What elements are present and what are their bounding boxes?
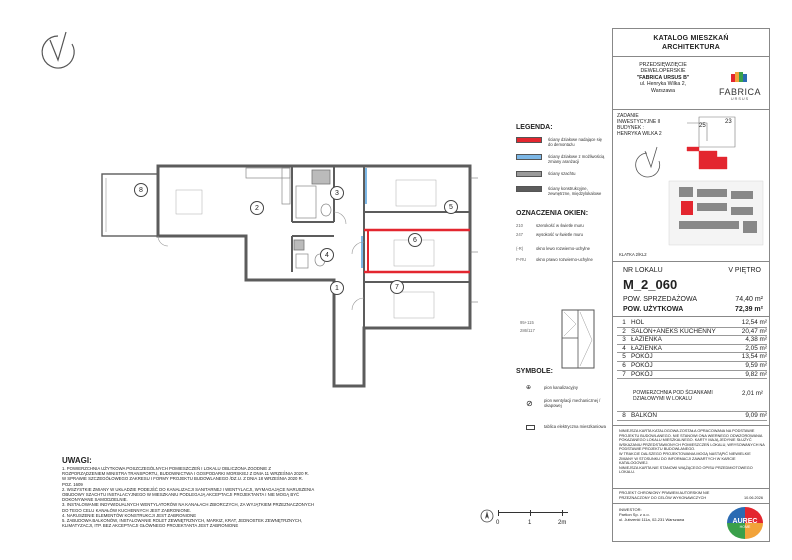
window-legend-item: (-R) okno lewo rozwierno-uchylne — [516, 245, 590, 251]
north-arrow-icon — [480, 509, 494, 523]
room-row: 5 POKÓJ 13,54 m² — [617, 353, 767, 362]
elevation-width: 95+115 — [520, 320, 534, 325]
copyright: PROJEKT CHRONIONY PRAWEM AUTORSKIM NIE PRZEZNACZONY DO CELÓW WYKONAWCZYCH — [619, 491, 710, 500]
room-label-5: 5 — [444, 200, 458, 214]
balcony-outline — [102, 174, 158, 236]
fabrica-logo: FABRICA URSUS — [715, 69, 765, 101]
investor-info: INWESTOR: Partion Sp. z o.o. ul. Jutrzenki 111a, 02-231 Warszawa — [619, 507, 685, 522]
catalog-title: KATALOG MIESZKAŃ — [653, 35, 729, 42]
room-label-1: 1 — [330, 281, 344, 295]
disclaimer: NINIEJSZA KARTA KATALOGOWA ZOSTAŁA OPRACOWANA NA PODSTAWIE PROJEKTU BUDOWLANEGO. NIE STANOWI ONA WIERNEGO ODWZOROWANIA POKAZANEGO LOKALU MIESZKALNEGO. KARTY MAJĄ JEDYNIE SŁUŻYĆ WSKAZANIU PRZEDSTAWIONYCH POMIESZCZEŃ LOKALU, WRYSOWANYCH NA PODSTAWIE PROJEKTU BUDOWLANEGO. W TRAKCIE DALSZEGO PROJEKTOWANIA MOGĄ NASTĄPIĆ NIEWIELKIE ZMIANY W STOSUNKU DO INFORMACJI ZAWARTYCH W KARCIE KATALOGOWEJ. NINIEJSZA KARTA NIE STANOWI WIĄŻĄCEGO OPISU PRZEDMIOTOWEGO LOKALU. — [619, 429, 765, 475]
room-label-3: 3 — [330, 186, 344, 200]
symbols-title: SYMBOLE: — [516, 368, 553, 375]
sale-area-label: POW. SPRZEDAŻOWA — [623, 296, 698, 303]
apartment-floor: V PIĘTRO — [728, 267, 761, 274]
window-legend — [516, 210, 608, 263]
sale-area-value: 74,40 m² — [735, 296, 763, 303]
fabrica-logo-icon — [729, 72, 751, 82]
room-label-2: 2 — [250, 201, 264, 215]
room-label-7: 7 — [390, 280, 404, 294]
window-legend-item: 247 wysokość w świetle muru — [516, 232, 584, 238]
note-item: 1. POWIERZCHNIA UŻYTKOWA POSZCZEGÓLNYCH POMIESZCZEŃ I LOKALU OBLICZONA ZGODNIE Z ROZPORZĄDZENIEM MINISTRA TRANSPORTU, BUDOWNICTWA I GOSPODARKI MORSKIEJ Z DNIA 11 WRZEŚNIA 2020 R. W SPRAWIE SZCZEGÓŁOWEGO ZAKRESU I FORMY PROJEKTU BUDOWLANEGO /DZ.U. Z DNIA 18 WRZEŚNIA 2020 R. POZ. 1609 — [62, 466, 309, 487]
elevation-height: 286/117 — [520, 328, 535, 333]
room-row: 6 POKÓJ 9,59 m² — [617, 362, 767, 371]
task-info: ZADANIE INWESTYCYJNE II BUDYNEK : HENRYKA WILKA 2 — [617, 113, 662, 137]
site-plan — [617, 111, 767, 251]
electrical-panel-icon — [526, 417, 544, 435]
architect-logo-icon — [38, 30, 78, 74]
floor-plan — [96, 160, 506, 390]
legend-title: LEGENDA: — [516, 124, 553, 131]
legend-swatch — [516, 154, 542, 160]
window-elevation-icon — [560, 308, 596, 370]
aurec-logo: AUREC HOME — [727, 507, 763, 539]
room-row: 2 SALON+ANEKS KUCHENNY 20,47 m² — [617, 328, 767, 337]
note-item: 3. INSTALOWANIE INDYWIDUALNYCH WENTYLATORÓW NA KANAŁACH ZBIORCZYCH, ZA WYJĄTKIEM PRZEZNACZONYCH DO TEGO CELU KANAŁÓW KUCHENNYCH JEST ZABRONIONE. — [62, 502, 314, 513]
room-row: 1 HOL 12,54 m² — [617, 319, 767, 328]
legend-item — [516, 154, 608, 164]
legend-swatch — [516, 171, 542, 177]
legend-swatch — [516, 186, 542, 192]
usable-area-label: POW. UŻYTKOWA — [623, 306, 684, 313]
note-item: 5. ZABUDOWA BALKONÓW, INSTALOWANIE ROLET ZEWNĘTRZNYCH, MARKIZ, KRAT, JEDNOSTEK ZEWNĘTRZNYCH, KLIMATYZACJI, ITP. BEZ AKCEPTACJI GŁÓWNEGO PROJEKTANTA JEST ZABRONIONE — [62, 518, 303, 529]
legend-item — [516, 137, 608, 147]
symbol-item: ⊘ pion wentylacji mechanicznej / okapowej — [526, 398, 601, 408]
staircase-label: KLATKA 2/KL2 — [619, 252, 647, 257]
apartment-nr-label: NR LOKALU — [623, 267, 663, 274]
info-panel — [612, 28, 770, 542]
legend-label: ściany szachtu — [548, 171, 576, 176]
walls-area-value: 2,01 m² — [742, 390, 763, 397]
project-info: PRZEDSIĘWZIĘCIE DEWELOPERSKIE "FABRICA URSUS B" ul. Henryka Wilka 2, Warszawa — [636, 62, 690, 94]
usable-area-value: 72,39 m² — [734, 306, 763, 313]
sheet-date: 10.06.2026 — [743, 496, 763, 500]
legend-label: ściany działowe nadające się do demontażu — [548, 137, 603, 147]
building-25: 25 — [699, 123, 706, 129]
apartment-number: M_2_060 — [623, 277, 678, 292]
rooms-table — [617, 319, 767, 379]
legend-label: ściany działowe z możliwością zmiany aranżacji — [548, 154, 605, 164]
legend-swatch — [516, 137, 542, 143]
legend-item — [516, 186, 608, 196]
note-item: 2. WSZYSTKIE ZMIANY W UKŁADZIE PODEJŚĆ DO KANALIZACJI SANITARNEJ I WENTYLACJI, WYMAGAJĄCE NARUSZENIA OBUDOWY SZACHTU INSTALACYJNEGO W MIESZKANIU PODLEGAJĄ AKCEPTACJI PROJEKTANTA I NIE MOGĄ BYĆ DOKONYWANE SAMODZIELNIE. — [62, 486, 314, 503]
scale-bar: 0 1 2m — [498, 512, 568, 520]
note-item: 4. NARUSZENIE ELEMENTÓW KONSTRUKCJI JEST ZABRONIONE — [62, 512, 197, 518]
room-row: 4 ŁAZIENKA 2,05 m² — [617, 345, 767, 354]
balcony-row: 8 BALKON 9,09 m² — [617, 411, 767, 421]
building-23: 23 — [725, 119, 732, 125]
legend-label: ściany konstrukcyjne, zewnętrzne, międzylokalowe — [548, 186, 602, 196]
window-legend-item: 210 szerokość w świetle muru — [516, 223, 584, 228]
symbol-item: ⊕ pion kanalizacyjny — [526, 385, 578, 391]
window-legend-title: OZNACZENIA OKIEN: — [516, 210, 589, 217]
room-row: 7 POKÓJ 9,82 m² — [617, 371, 767, 380]
room-label-8: 8 — [134, 183, 148, 197]
room-row: 3 ŁAZIENKA 4,38 m² — [617, 336, 767, 345]
symbol-item: tablica elektryczna mieszkaniowa — [526, 417, 608, 435]
room-label-6: 6 — [408, 233, 422, 247]
sewer-icon: ⊕ — [526, 385, 532, 391]
catalog-subtitle: ARCHITEKTURA — [661, 44, 720, 51]
room-label-4: 4 — [320, 248, 334, 262]
notes-title: UWAGI: — [62, 456, 92, 465]
legend — [516, 124, 608, 196]
window-legend-item: P-RU okno prawo rozwierno-uchylne — [516, 257, 593, 263]
walls-area-label: POWIERZCHNIA POD ŚCIANKAMI DZIAŁOWYMI W LOKALU — [633, 390, 713, 402]
ventilation-icon: ⊘ — [526, 398, 533, 408]
legend-item — [516, 171, 608, 177]
notes — [62, 456, 314, 528]
